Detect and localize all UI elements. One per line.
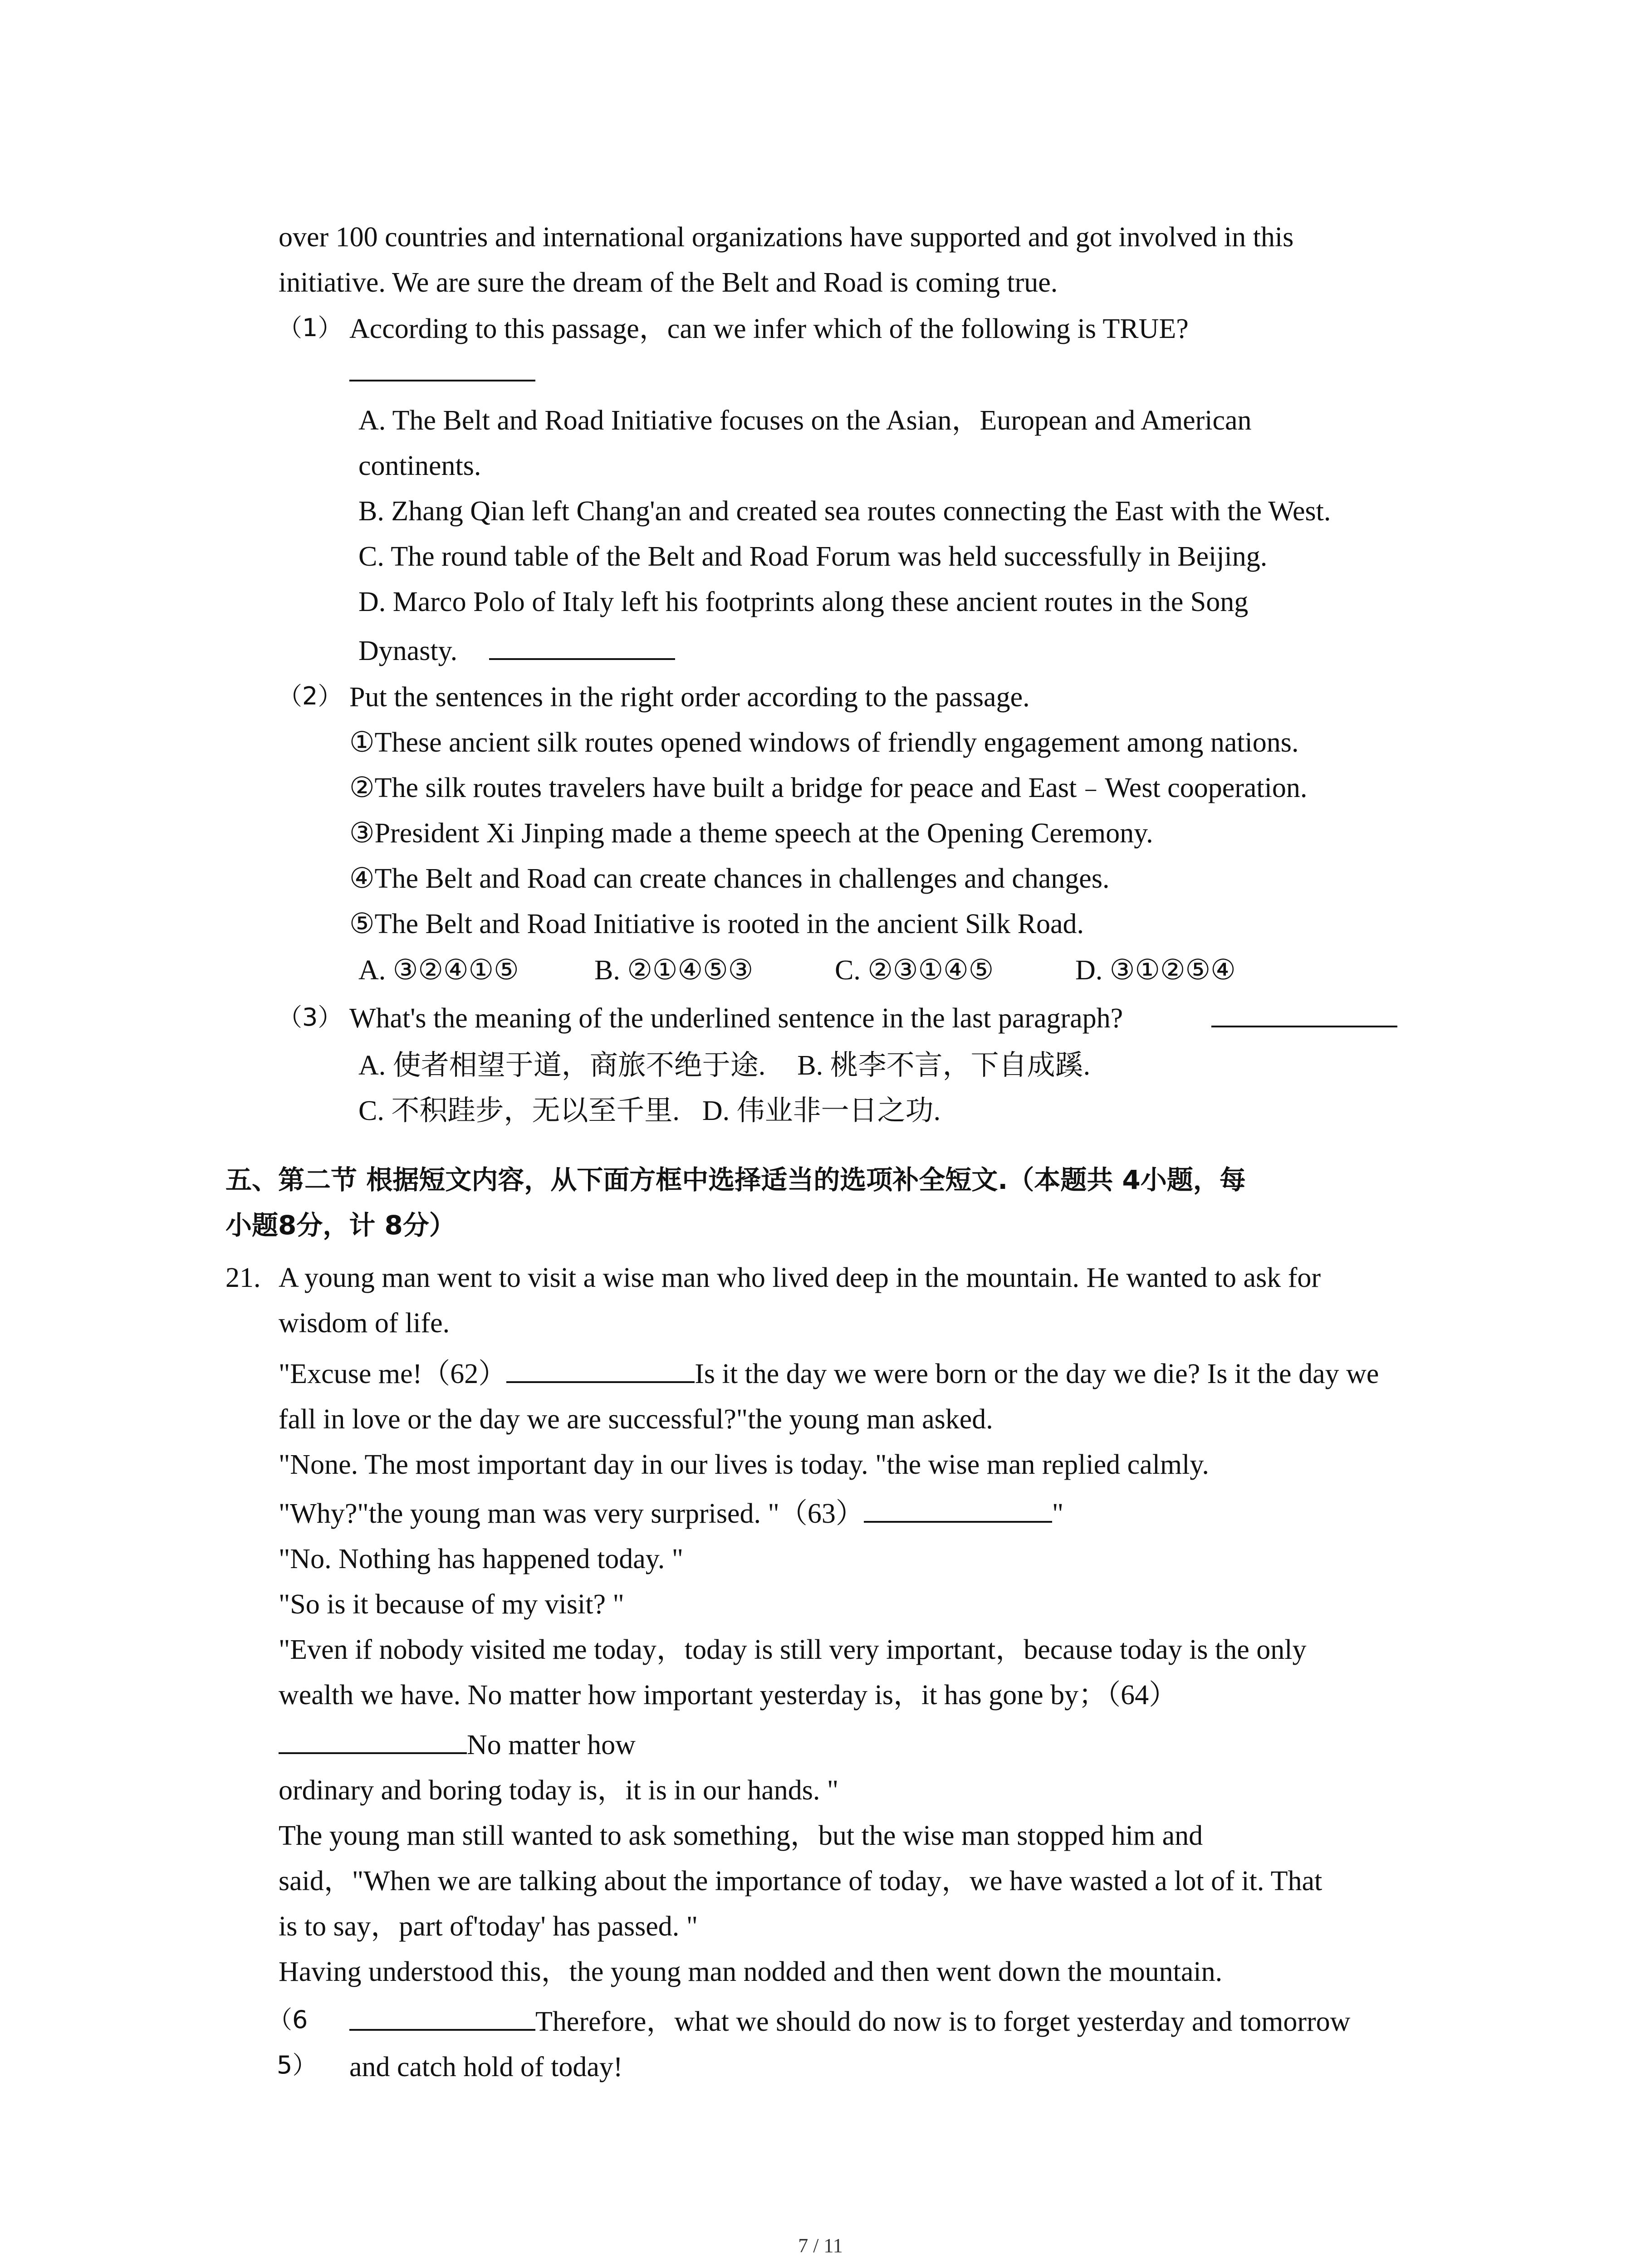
passage-text: " xyxy=(1052,1498,1064,1529)
option-text: D. Marco Polo of Italy left his footprints along these ancient routes in the Song xyxy=(358,587,1249,617)
answer-blank[interactable] xyxy=(349,358,535,386)
option-d: D. 伟业非一日之功. xyxy=(702,1095,941,1126)
passage-line: ordinary and boring today is，it is in our hands. " xyxy=(279,1775,839,1806)
order-item: ③President Xi Jinping made a theme speech at the Opening Ceremony. xyxy=(349,818,1153,849)
option-text: C. ②③①④⑤ xyxy=(835,955,994,986)
answer-blank[interactable] xyxy=(489,658,675,660)
blank-63-label: "Why?"the young man was very surprised. "（63） xyxy=(279,1498,864,1529)
passage-line: is to say，part of'today' has passed. " xyxy=(279,1911,698,1942)
question-stem: Put the sentences in the right order according to the passage. xyxy=(349,682,1030,713)
passage-line: "So is it because of my visit? " xyxy=(279,1589,624,1620)
order-item: ①These ancient silk routes opened windows of friendly engagement among nations. xyxy=(349,727,1299,758)
answer-blank-62[interactable] xyxy=(506,1381,695,1383)
passage-text: No matter how xyxy=(467,1730,636,1760)
blank-65-label: 5） xyxy=(277,2051,317,2079)
passage-line xyxy=(279,1500,1063,1528)
order-item: ⑤The Belt and Road Initiative is rooted in the ancient Silk Road. xyxy=(349,909,1084,939)
question-number: 21. xyxy=(225,1262,261,1293)
answer-blank-65[interactable] xyxy=(349,2028,535,2031)
order-item: ②The silk routes travelers have built a bridge for peace and East﹣West cooperation. xyxy=(349,772,1308,803)
passage-line: "No. Nothing has happened today. " xyxy=(279,1544,684,1574)
question-number: （2） xyxy=(278,682,343,710)
question-number: （1） xyxy=(278,313,343,342)
page-number: 7 / 11 xyxy=(798,2234,843,2257)
question-stem: What's the meaning of the underlined sentence in the last paragraph? xyxy=(349,1003,1123,1034)
option-c: C. 不积跬步，无以至千里. xyxy=(358,1095,680,1126)
option-text: A. ③②④①⑤ xyxy=(358,955,519,986)
option-text: B. Zhang Qian left Chang'an and created sea routes connecting the East with the West. xyxy=(358,496,1331,527)
passage-line: over 100 countries and international organizations have supported and got involved in this xyxy=(279,222,1294,253)
option-text: D. ③①②⑤④ xyxy=(1075,955,1236,986)
passage-line: said，"When we are talking about the importance of today，we have wasted a lot of it. That xyxy=(279,1866,1323,1897)
option-text: C. The round table of the Belt and Road Forum was held successfully in Beijing. xyxy=(358,541,1268,572)
passage-line: initiative. We are sure the dream of the Belt and Road is coming true. xyxy=(279,267,1058,298)
passage-line xyxy=(349,2008,1350,2036)
option-text: continents. xyxy=(358,450,481,481)
passage-line xyxy=(279,1360,1379,1388)
option-text: B. ②①④⑤③ xyxy=(594,955,754,986)
passage-line: Having understood this，the young man nodded and then went down the mountain. xyxy=(279,1956,1223,1987)
section-heading: 五、第二节 根据短文内容，从下面方框中选择适当的选项补全短文.（本题共 4小题，每 xyxy=(225,1164,1246,1195)
answer-blank-63[interactable] xyxy=(864,1520,1052,1523)
passage-line: wealth we have. No matter how important yesterday is，it has gone by；（64） xyxy=(279,1680,1177,1711)
blank-62-label: "Excuse me!（62） xyxy=(279,1359,507,1389)
order-item: ④The Belt and Road can create chances in challenges and changes. xyxy=(349,863,1110,894)
question-stem: According to this passage，can we infer which of the following is TRUE? xyxy=(349,313,1189,344)
question-number: （3） xyxy=(278,1003,343,1031)
passage-line: "None. The most important day in our lives is today. "the wise man replied calmly. xyxy=(279,1449,1209,1480)
answer-blank[interactable] xyxy=(1211,1004,1397,1032)
passage-line: The young man still wanted to ask something，but the wise man stopped him and xyxy=(279,1820,1203,1851)
option-b: B. 桃李不言，下自成蹊. xyxy=(797,1050,1091,1081)
blank-65-label: （6 xyxy=(268,2005,308,2034)
passage-line: and catch hold of today! xyxy=(349,2052,623,2082)
section-heading: 小题8分，计 8分） xyxy=(225,1210,456,1241)
passage-line: wisdom of life. xyxy=(279,1308,450,1339)
option-text xyxy=(358,1051,1090,1080)
passage-line: fall in love or the day we are successful?"the young man asked. xyxy=(279,1404,993,1435)
passage-line: "Even if nobody visited me today，today is still very important，because today is the only xyxy=(279,1634,1307,1665)
passage-text: Is it the day we were born or the day we die? Is it the day we xyxy=(695,1359,1379,1389)
option-text xyxy=(358,637,675,665)
passage-line xyxy=(279,1731,636,1759)
option-text-dynasty: Dynasty. xyxy=(358,635,458,666)
passage-line: A young man went to visit a wise man who lived deep in the mountain. He wanted to ask for xyxy=(279,1262,1321,1293)
option-text: A. The Belt and Road Initiative focuses on the Asian，European and American xyxy=(358,405,1252,436)
passage-text: Therefore，what we should do now is to forget yesterday and tomorrow xyxy=(535,2006,1351,2037)
option-a: A. 使者相望于道，商旅不绝于途. xyxy=(358,1050,766,1081)
answer-blank-64[interactable] xyxy=(279,1752,467,1754)
option-text xyxy=(358,1097,941,1125)
